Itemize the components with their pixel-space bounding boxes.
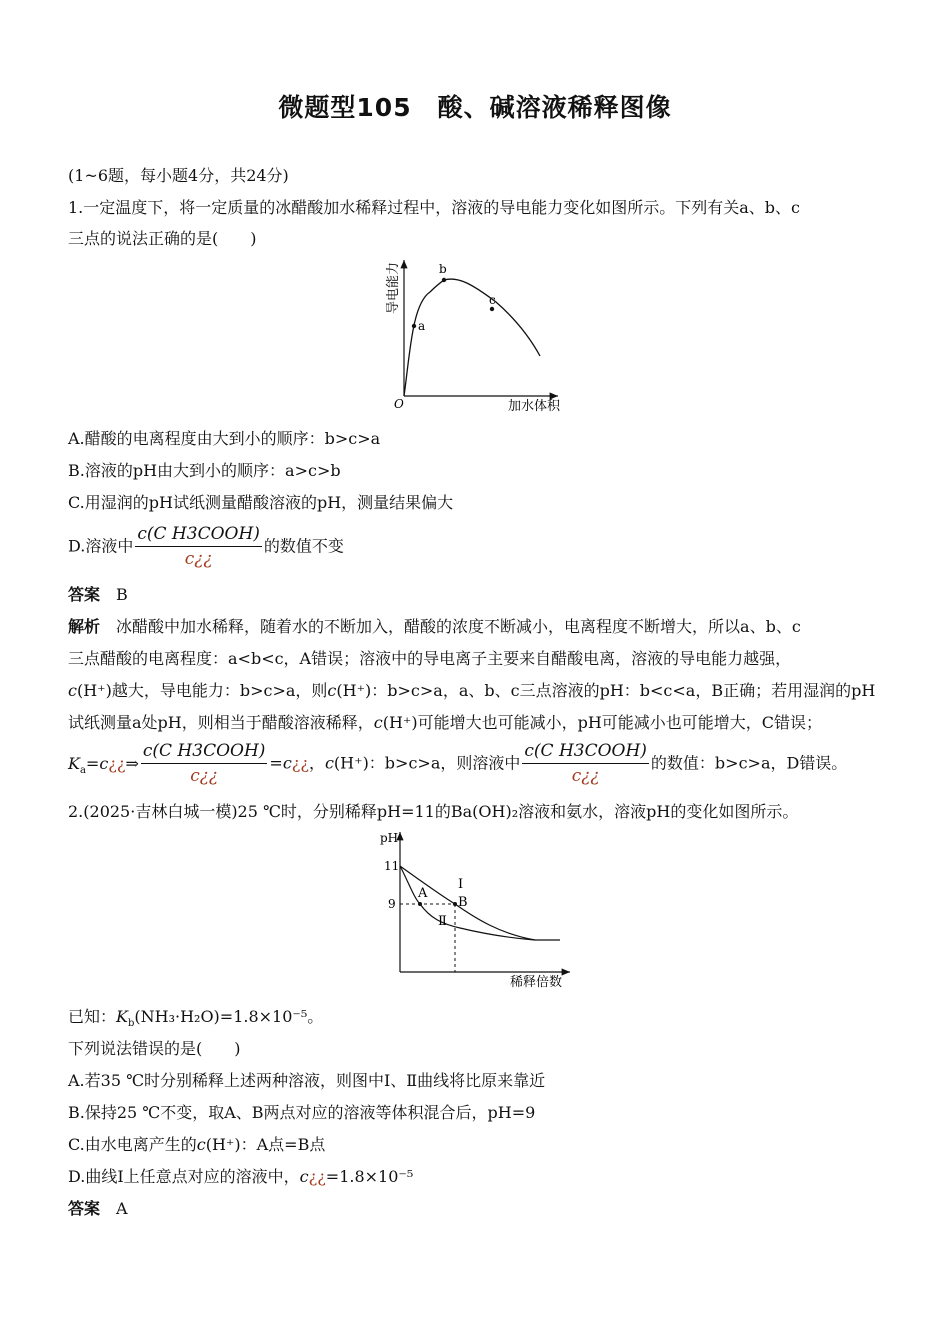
- q2-option-c: C.由水电离产生的c(H⁺)：A点=B点: [68, 1135, 326, 1154]
- q1-option-b: B.溶液的pH由大到小的顺序：a>c>b: [68, 461, 341, 480]
- q2-tick-11: 11: [384, 859, 400, 873]
- q1-analysis-line2: 三点醋酸的电离程度：a<b<c，A错误；溶液中的导电离子主要来自醋酸电离，溶液的导电能力越强，: [68, 649, 792, 668]
- q1-analysis-line1: 解析 冰醋酸中加水稀释，随着水的不断加入，醋酸的浓度不断减小，电离程度不断增大，所以a、b、c: [68, 617, 801, 636]
- q2-point-B: [453, 902, 457, 906]
- q2-y-axis-label: pH: [380, 831, 399, 845]
- q1-origin-label: O: [394, 397, 404, 411]
- q1-point-a: [412, 324, 416, 328]
- q1-y-axis-label: 导电能力: [386, 261, 401, 315]
- q1-conductivity-chart: [372, 254, 572, 416]
- q1-analysis-line3: c(H⁺)越大，导电能力：b>c>a，则c(H⁺)：b>c>a，a、b、c三点溶液的pH：b<c<a，B正确；若用湿润的pH: [68, 681, 876, 700]
- q2-answer: 答案 A: [68, 1199, 128, 1218]
- q1-point-c: [490, 307, 494, 311]
- q2-option-d: D.曲线Ⅰ上任意点对应的溶液中，c¿¿=1.8×10⁻⁵: [68, 1167, 414, 1186]
- q1-analysis-fraction-2: $\frac{\text{c(C H3COOH)}}{c¿¿}$: [524, 741, 647, 786]
- q2-point-A: [418, 902, 422, 906]
- q2-known: 已知：$K_b(NH_3\cdot H_2O)=1.8\times 10^{-5}$。: [68, 1007, 324, 1030]
- q2-curve-I: [400, 866, 560, 940]
- q1-analysis-line5: $K_a=c¿¿\Rightarrow$ $\frac{\text{c(C H3COOH)}}{c¿¿}$ =c¿¿，c(H⁺)：b>c>a，则溶液中 $\frac{\text{c(C H3COOH)}}{c¿¿}$ 的数值：b>c>a，D错误。: [68, 741, 848, 786]
- q2-label-B: B: [458, 895, 468, 910]
- q1-stem-line1: 1.一定温度下，将一定质量的冰醋酸加水稀释过程中，溶液的导电能力变化如图所示。下列有关a、b、c: [68, 198, 801, 217]
- q2-label-A: A: [418, 886, 428, 901]
- q2-stem: 2.(2025·吉林白城一模)25 ℃时，分别稀释pH=11的Ba(OH)₂溶液和氨水，溶液pH的变化如图所示。: [68, 802, 799, 821]
- q1-option-c: C.用湿润的pH试纸测量醋酸溶液的pH，测量结果偏大: [68, 493, 454, 512]
- q1-analysis-line4: 试纸测量a处pH，则相当于醋酸溶液稀释，c(H⁺)可能增大也可能减小，pH可能减小也可能增大，C错误；: [68, 713, 823, 732]
- q1-option-a: A.醋酸的电离程度由大到小的顺序：b>c>a: [68, 429, 381, 448]
- q1-label-b: b: [439, 262, 447, 276]
- q1-option-d: D.溶液中 $\frac{\text{c(C H3COOH)}}{c¿¿}$ 的数值不变: [68, 524, 344, 569]
- q2-label-II: Ⅱ: [438, 914, 447, 929]
- q2-option-b: B.保持25 ℃不变，取A、B两点对应的溶液等体积混合后，pH=9: [68, 1103, 536, 1122]
- q2-ask: 下列说法错误的是( ): [68, 1039, 241, 1058]
- q1-analysis-fraction-1: $\frac{\text{c(C H3COOH)}}{c¿¿}$: [142, 741, 266, 786]
- q1-label-c: c: [489, 293, 496, 307]
- q1-option-d-fraction: $\frac{\text{c(C H3COOH)}}{c¿¿}$: [137, 524, 260, 569]
- q1-label-a: a: [418, 319, 426, 333]
- q2-label-I: Ⅰ: [458, 877, 464, 892]
- q1-point-b: [442, 278, 446, 282]
- q1-stem-line2: 三点的说法正确的是( ): [68, 229, 257, 248]
- q1-curve: [404, 279, 540, 396]
- page-title: 微题型105 酸、碱溶液稀释图像: [278, 93, 672, 122]
- q2-option-a: A.若35 ℃时分别稀释上述两种溶液，则图中Ⅰ、Ⅱ曲线将比原来靠近: [68, 1071, 546, 1090]
- q2-tick-9: 9: [388, 897, 396, 911]
- q2-ph-chart: [370, 826, 575, 992]
- intro-text: (1~6题，每小题4分，共24分): [68, 166, 289, 185]
- q1-answer: 答案 B: [68, 585, 128, 604]
- q1-x-axis-label: 加水体积: [508, 399, 561, 414]
- q2-x-axis-label: 稀释倍数: [510, 975, 563, 990]
